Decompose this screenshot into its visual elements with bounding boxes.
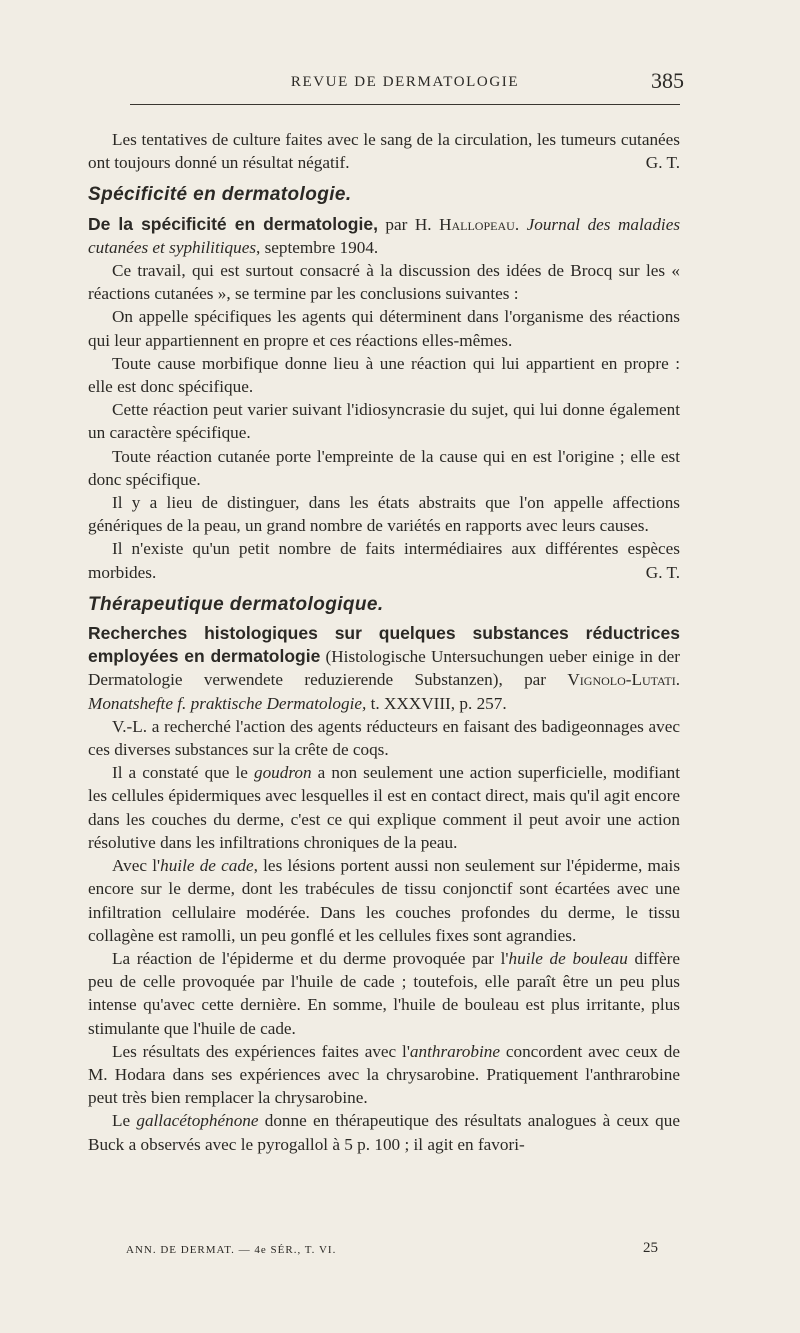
author-signature: G. T.	[645, 562, 680, 582]
paragraph: Le gallacétophénone donne en thérapeutique des résultats analogues à ceux que Buck a observés avec le pyrogallol à 5 p. 100 ; il agit en favori-	[88, 1111, 680, 1154]
paragraph: V.-L. a recherché l'action des agents réducteurs en faisant des badigeonnages avec ces diverses substances sur la crête de coqs.	[88, 716, 680, 760]
article-author: Vignolo-Lutati	[567, 670, 676, 690]
article-author: Hallopeau	[439, 214, 515, 234]
running-title: REVUE DE DERMATOLOGIE	[290, 74, 520, 90]
paragraph: Ce travail, qui est surtout consacré à la discussion des idées de Brocq sur les « réactions cutanées », se termine par les conclusions suivantes :	[88, 261, 680, 304]
paragraph: Il y a lieu de distinguer, dans les états abstraits que l'on appelle affections génériques de la peau, un grand nombre de variétés en rapports avec leurs causes.	[88, 493, 680, 536]
paragraph: Il a constaté que le goudron a non seulement une action superficielle, modifiant les cellules épidermiques avec lesquelles il est en contact direct, mais qu'il agit encore dans les couches du derme, c'est ce qui explique comment il peut avoir une action résolutive dans les infiltrations chroniques de la peau.	[88, 763, 680, 852]
section-title: Thérapeutique dermatologique.	[88, 593, 384, 615]
paragraph: La réaction de l'épiderme et du derme provoquée par l'huile de bouleau diffère peu de celle provoquée par l'huile de cade ; toutefois, elle paraît être un peu plus intense qu'avec cette dernière. En somme, l'huile de bouleau est plus irritante, plus stimulante que l'huile de cade.	[88, 948, 680, 1038]
author-signature: G. T.	[645, 153, 680, 173]
paragraph: Il n'existe qu'un petit nombre de faits intermédiaires aux différentes espèces morbides. G. T.	[88, 537, 680, 583]
paragraph: Les tentatives de culture faites avec le sang de la circulation, les tumeurs cutanées ont toujours donné un résultat négatif. G. T.	[88, 128, 680, 174]
page-body	[88, 128, 680, 1156]
journal-name: Journal des maladies cutanées et syphilitiques	[88, 214, 681, 257]
article-title: Recherches histologiques sur quelques substances réductrices employées en dermatologie	[88, 623, 680, 667]
paragraph: Toute réaction cutanée porte l'empreinte de la cause qui en est l'origine ; elle est donc spécifique.	[88, 446, 680, 489]
section-title: Spécificité en dermatologie.	[88, 184, 352, 206]
journal-name: Monatshefte f. praktische Dermatologie,	[88, 693, 367, 713]
page-number: 385	[651, 68, 684, 93]
article-heading: De la spécificité en dermatologie, par H. Hallopeau. Journal des maladies cutanées et syphilitiques, septembre 1904.	[88, 213, 681, 257]
paragraph: Les résultats des expériences faites avec l'anthrarobine concordent avec ceux de M. Hodara dans ses expériences avec la chrysarobine. Pratiquement l'anthrarobine peut très bien remplacer la chrysarobine.	[88, 1041, 680, 1108]
page-footer	[126, 1240, 658, 1262]
paragraph: On appelle spécifiques les agents qui déterminent dans l'organisme des réactions qui leur appartiennent en propre et ces réactions elles-mêmes.	[88, 307, 680, 350]
paragraph: Cette réaction peut varier suivant l'idiosyncrasie du sujet, qui lui donne également un caractère spécifique.	[88, 400, 680, 443]
header-rule	[130, 104, 680, 105]
signature-number: 25	[643, 1240, 658, 1256]
page-header	[130, 68, 684, 98]
footer-journal-reference: ANN. DE DERMAT. — 4e SÉR., T. VI.	[126, 1244, 337, 1256]
paragraph: Toute cause morbifique donne lieu à une réaction qui lui appartient en propre : elle est donc spécifique.	[88, 353, 680, 397]
article-title: De la spécificité en dermatologie,	[88, 213, 378, 234]
paragraph: Avec l'huile de cade, les lésions portent aussi non seulement sur l'épiderme, mais encore sur le derme, dont les trabécules de tissu conjonctif sont écartées avec une infiltration cellulaire modérée. Dans les couches profondes du derme, le tissu collagène est ramolli, un peu gonflé et les cellules fixes sont agrandies.	[88, 856, 681, 945]
article-heading: Recherches histologiques sur quelques substances réductrices employées en dermatologie (Histologische Untersuchungen ueber einige in der Dermatologie verwendete reduzierende Substanzen), par Vignolo-Lutati. Monatshefte f. praktische Dermatologie, t. XXXVIII, p. 257.	[88, 623, 680, 713]
